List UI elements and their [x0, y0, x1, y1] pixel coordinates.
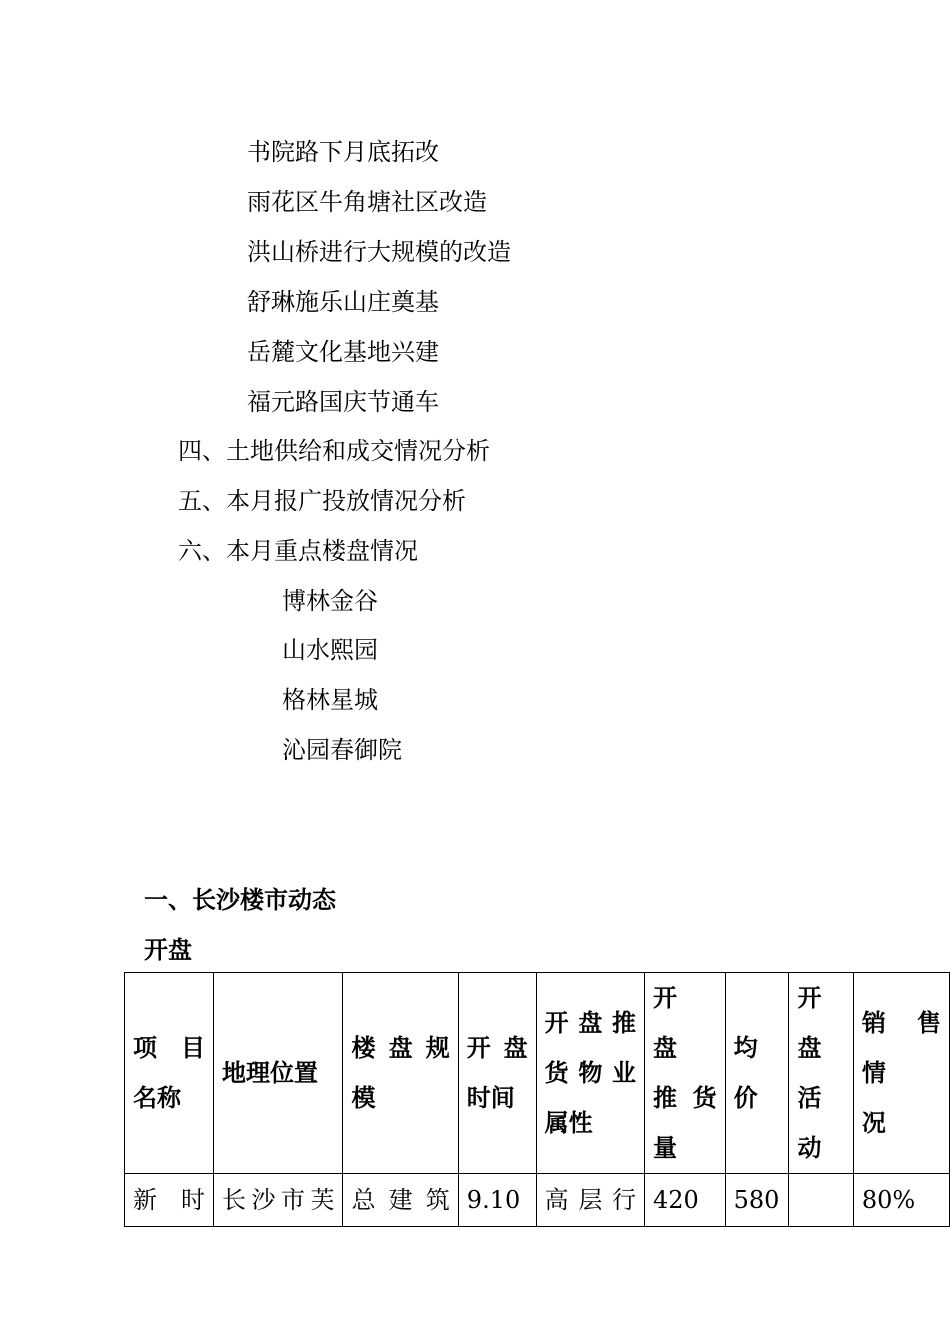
table-row: [125, 1174, 950, 1227]
header-location: 地理位置: [214, 973, 343, 1174]
toc-sub-item: 博林金谷: [282, 587, 378, 615]
header-project-name: 项 目 名称: [125, 973, 214, 1174]
toc-section: 五、本月报广投放情况分析: [178, 487, 466, 515]
table-cell: [789, 1174, 853, 1227]
header-avg-price: 均 价: [725, 973, 789, 1174]
header-sales-status: 销 售 情 况: [853, 973, 949, 1174]
table-cell: 高 层 行: [536, 1174, 644, 1227]
toc-sub-item: 格林星城: [282, 686, 378, 714]
header-property-type: 开 盘 推 货 物 业 属性: [536, 973, 644, 1174]
toc-section: 四、土地供给和成交情况分析: [178, 437, 490, 465]
table-cell: 9.10: [458, 1174, 536, 1227]
toc-section: 六、本月重点楼盘情况: [178, 537, 418, 565]
toc-sub-item: 沁园春御院: [282, 736, 402, 764]
toc-sub-item: 书院路下月底拓改: [247, 138, 439, 166]
table-cell: 新 时: [125, 1174, 214, 1227]
toc-sub-item: 舒琳施乐山庄奠基: [247, 288, 439, 316]
toc-sub-item: 山水熙园: [282, 636, 378, 664]
table-cell: 80%: [853, 1174, 949, 1227]
header-open-time: 开 盘 时间: [458, 973, 536, 1174]
header-supply-volume: 开 盘 推 货 量: [645, 973, 726, 1174]
table-cell: 420: [645, 1174, 726, 1227]
table-header-row: [125, 973, 950, 1174]
section-title: 一、长沙楼市动态: [144, 885, 336, 914]
header-opening-event: 开 盘 活 动: [789, 973, 853, 1174]
subsection-title: 开盘: [144, 935, 192, 964]
toc-sub-item: 岳麓文化基地兴建: [247, 338, 439, 366]
table-cell: 总 建 筑: [343, 1174, 458, 1227]
table-cell: 580: [725, 1174, 789, 1227]
opening-table: [124, 972, 950, 1227]
table-cell: 长沙市芙: [214, 1174, 343, 1227]
toc-sub-item: 福元路国庆节通车: [247, 388, 439, 416]
toc-sub-item: 雨花区牛角塘社区改造: [247, 188, 487, 216]
toc-sub-item: 洪山桥进行大规模的改造: [247, 238, 511, 266]
header-scale: 楼 盘 规 模: [343, 973, 458, 1174]
